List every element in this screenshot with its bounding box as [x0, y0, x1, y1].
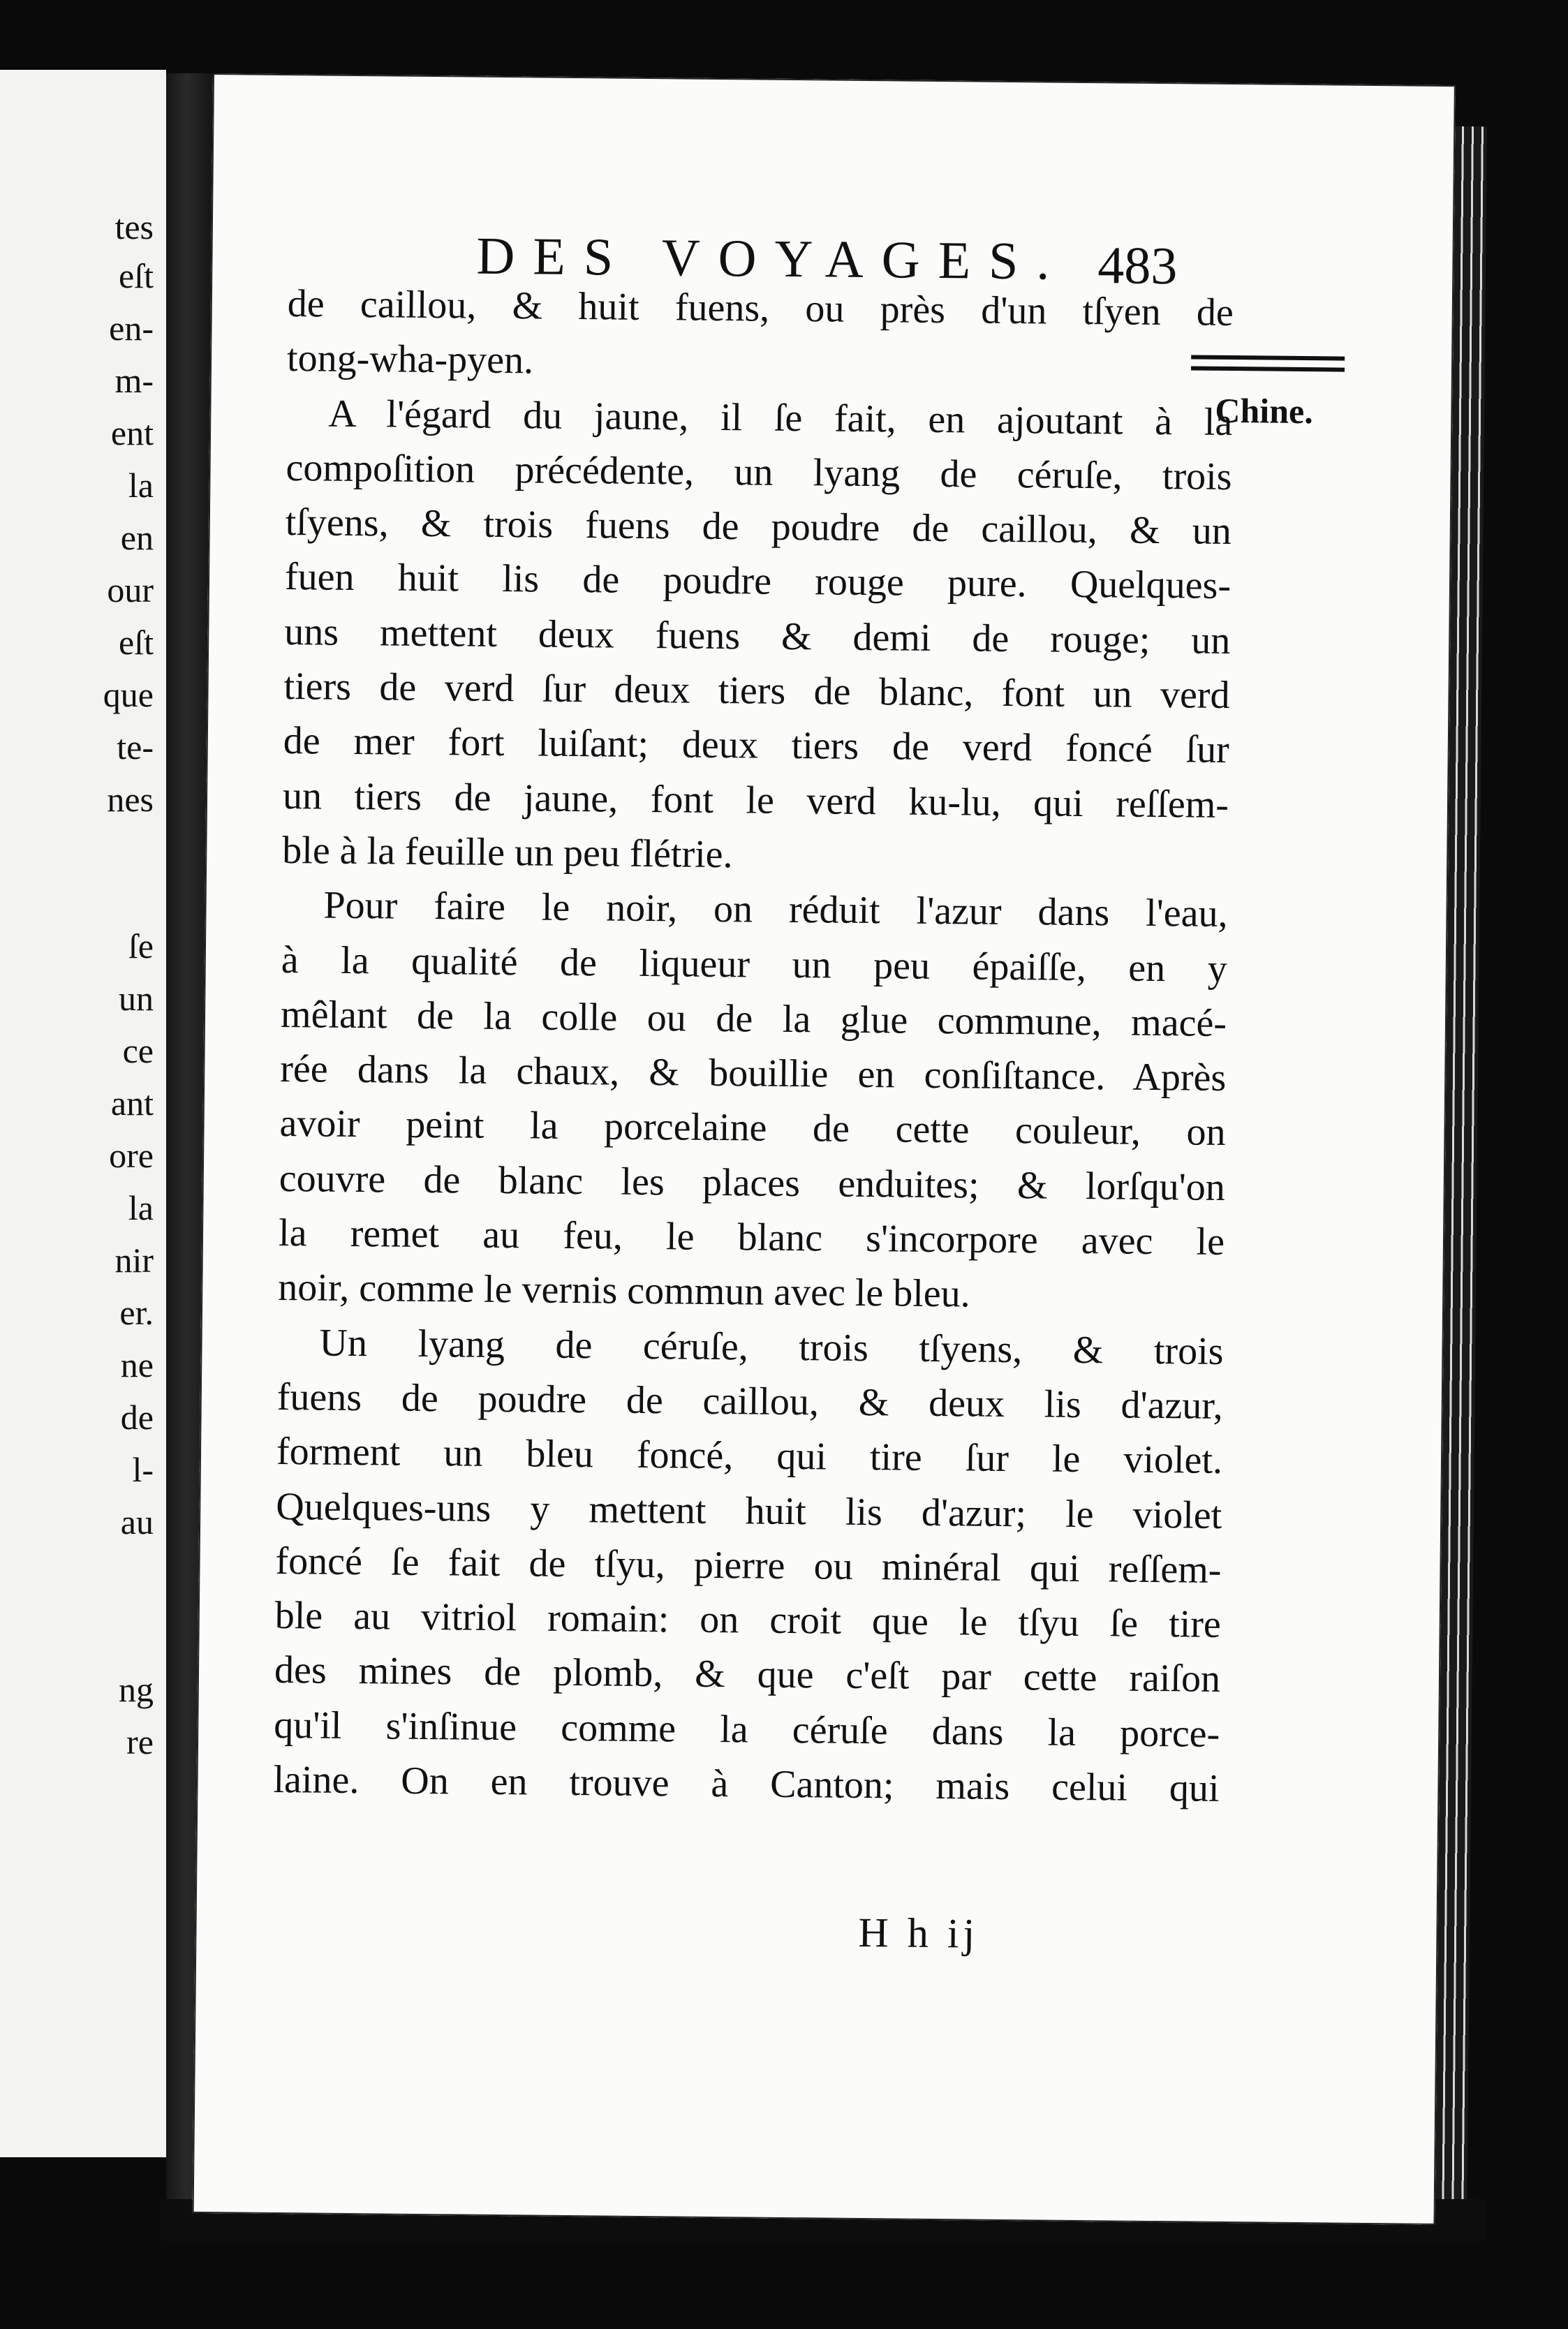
- text-line: des mines de plomb, & que c'eſt par cette raiſon: [274, 1648, 1221, 1701]
- facing-page-fragment: our: [107, 570, 154, 609]
- facing-page-fragment: l-: [132, 1450, 154, 1489]
- facing-page-fragment: ce: [122, 1031, 154, 1070]
- text-line: foncé ſe fait de tſyu, pierre ou minéral qui reſſem-: [275, 1539, 1222, 1592]
- text-line: Quelques-uns y mettent huit lis d'azur; le violet: [276, 1484, 1222, 1537]
- text-line: rée dans la chaux, & bouillie en conſiſtance. Après: [280, 1047, 1227, 1100]
- text-line: un tiers de jaune, font le verd ku-lu, qui reſſem-: [282, 774, 1229, 827]
- text-line: tiers de verd ſur deux tiers de blanc, font un verd: [283, 665, 1230, 718]
- text-line: la remet au feu, le blanc s'incorpore avec le: [278, 1211, 1225, 1264]
- text-line: fuen huit lis de poudre rouge pure. Quelques-: [284, 555, 1232, 608]
- text-line: Pour faire le noir, on réduit l'azur dans l'eau,: [323, 883, 1228, 936]
- text-line: A l'égard du jaune, il ſe fait, en ajoutant à la: [328, 392, 1233, 444]
- facing-page-fragment: ng: [119, 1670, 154, 1709]
- text-line: tong-wha-pyen.: [286, 337, 534, 383]
- body-text: [273, 276, 1234, 1816]
- book-page: [193, 73, 1456, 2225]
- text-line: mêlant de la colle ou de la glue commune, macé-: [280, 992, 1227, 1045]
- facing-page-fragment: nir: [114, 1241, 154, 1280]
- text-line: forment un bleu foncé, qui tire ſur le violet.: [276, 1430, 1223, 1483]
- text-line: uns mettent deux fuens & demi de rouge; un: [284, 609, 1231, 663]
- facing-page: [0, 70, 166, 2157]
- facing-page-fragment: ne: [120, 1345, 154, 1384]
- signature-mark: H h ij: [858, 1909, 979, 1957]
- text-line: qu'il s'inſinue comme la céruſe dans la porce-: [273, 1703, 1220, 1756]
- facing-page-fragment: un: [119, 979, 154, 1018]
- facing-page-fragment: au: [120, 1502, 154, 1541]
- text-line: ble à la feuille un peu flétrie.: [282, 828, 733, 877]
- facing-page-fragment: er.: [119, 1293, 154, 1332]
- facing-page-fragment: nes: [107, 780, 154, 819]
- facing-page-fragment: tes: [114, 207, 154, 246]
- facing-page-fragment: eſt: [119, 623, 154, 662]
- text-line: Un lyang de céruſe, trois tſyens, & trois: [319, 1321, 1224, 1373]
- facing-page-fragment: de: [120, 1398, 154, 1437]
- text-line: laine. On en trouve à Canton; mais celui qui: [273, 1757, 1220, 1810]
- facing-page-fragment: ore: [109, 1136, 154, 1175]
- facing-page-fragment: la: [128, 1188, 154, 1227]
- page-number: 483: [1097, 236, 1178, 296]
- text-line: ble au vitriol romain: on croit que le tſyu ſe tire: [274, 1594, 1222, 1647]
- facing-page-fragment: en-: [109, 309, 154, 348]
- text-line: de mer fort luiſant; deux tiers de verd foncé ſur: [283, 719, 1230, 772]
- text-line: de caillou, & huit fuens, ou près d'un tſyen de: [287, 282, 1234, 335]
- text-line: à la qualité de liqueur un peu épaiſſe, en y: [281, 938, 1228, 991]
- margin-note: Chine.: [1215, 390, 1314, 431]
- text-line: couvre de blanc les places enduites; & lorſqu'on: [279, 1156, 1226, 1209]
- text-line: tſyens, & trois fuens de poudre de caillou, & un: [285, 501, 1232, 554]
- text-line: compoſition précédente, un lyang de céruſe, trois: [286, 445, 1232, 498]
- text-line: avoir peint la porcelaine de cette couleur, on: [279, 1102, 1226, 1155]
- facing-page-fragment: te-: [117, 727, 154, 767]
- facing-page-fragment: que: [103, 675, 154, 714]
- facing-page-fragment: la: [128, 466, 154, 505]
- facing-page-fragment: eſt: [119, 256, 154, 295]
- running-head: DES VOYAGES.: [476, 226, 1068, 291]
- facing-page-fragment: ant: [110, 1084, 154, 1123]
- text-line: fuens de poudre de caillou, & deux lis d'azur,: [276, 1375, 1224, 1428]
- facing-page-fragment: ſe: [128, 926, 154, 966]
- facing-page-fragment: en: [120, 518, 154, 557]
- facing-page-fragment: re: [126, 1722, 154, 1761]
- text-line: noir, comme le vernis commun avec le bleu.: [278, 1266, 970, 1316]
- facing-page-fragment: ent: [110, 413, 154, 452]
- facing-page-fragment: m-: [114, 361, 154, 400]
